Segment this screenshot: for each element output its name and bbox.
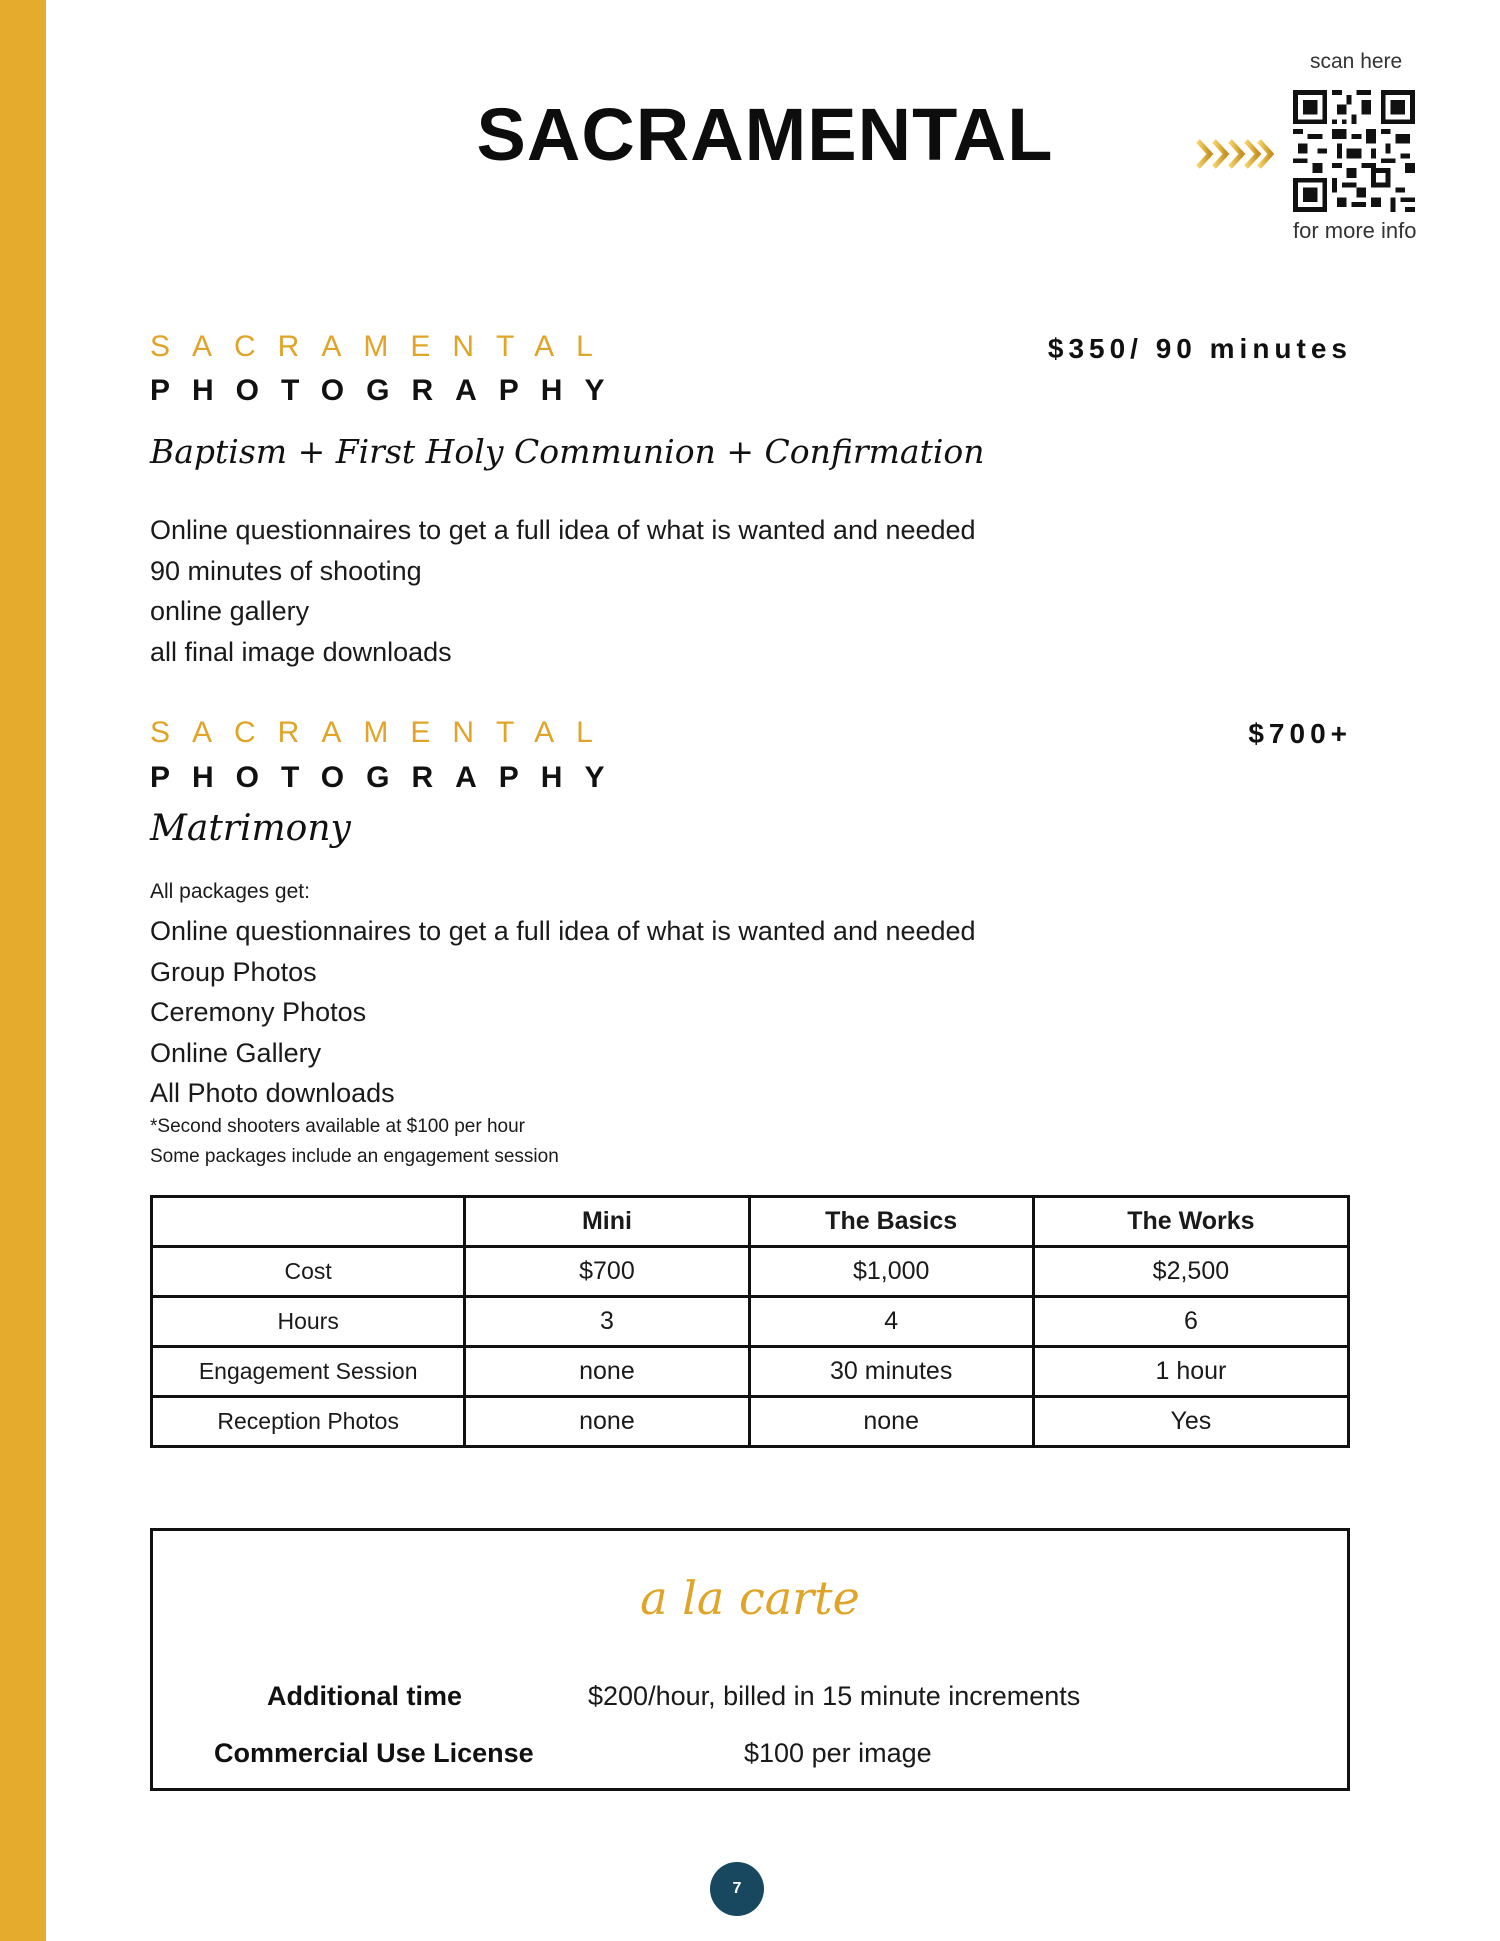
alacarte-title: a la carte <box>640 1571 860 1625</box>
row-label: Cost <box>152 1247 465 1297</box>
list-item: Ceremony Photos <box>150 997 367 1027</box>
alacarte-box <box>150 1528 1350 1791</box>
section1-script-subtitle: Baptism + First Holy Communion + Confirmation <box>150 432 985 471</box>
alacarte-label: Additional time <box>267 1681 462 1711</box>
row-label: Engagement Session <box>152 1347 465 1397</box>
gold-side-bar <box>0 0 46 1941</box>
section2-price: $700+ <box>1248 718 1352 749</box>
table-cell: Yes <box>1033 1397 1348 1447</box>
section2-eyebrow-gold: SACRAMENTAL <box>150 716 615 749</box>
table-cell: $2,500 <box>1033 1247 1348 1297</box>
row-label: Reception Photos <box>152 1397 465 1447</box>
alacarte-value: $100 per image <box>744 1738 932 1768</box>
table-row <box>152 1397 1349 1447</box>
table-cell: 6 <box>1033 1297 1348 1347</box>
section2-list <box>150 911 976 1114</box>
table-cell: none <box>465 1347 749 1397</box>
page-number: 7 <box>710 1862 764 1916</box>
qr-top-text: scan here <box>1310 50 1403 73</box>
list-item: Online questionnaires to get a full idea of what is wanted and needed <box>150 515 976 545</box>
table-row <box>152 1347 1349 1397</box>
list-item: Online Gallery <box>150 1037 322 1068</box>
table-cell: $1,000 <box>749 1247 1033 1297</box>
packages-table <box>150 1195 1350 1448</box>
list-item: 90 minutes of shooting <box>150 555 422 586</box>
table-cell: $700 <box>465 1247 749 1297</box>
table-header-row <box>152 1197 1349 1247</box>
table-cell: 3 <box>465 1297 749 1347</box>
header-cell <box>152 1197 465 1247</box>
page-title: SACRAMENTAL <box>476 93 1054 176</box>
section2-script-subtitle: Matrimony <box>150 808 351 849</box>
table-cell: 30 minutes <box>749 1347 1033 1397</box>
section1-eyebrow-dark: PHOTOGRAPHY <box>150 374 627 407</box>
table-cell: none <box>749 1397 1033 1447</box>
header-cell: Mini <box>465 1197 749 1247</box>
section2-intro: All packages get: <box>150 880 310 903</box>
section1-eyebrow-gold: SACRAMENTAL <box>150 330 615 363</box>
qr-code-icon[interactable] <box>1293 90 1415 212</box>
list-item: all final image downloads <box>150 636 452 667</box>
header-cell: The Basics <box>749 1197 1033 1247</box>
row-label: Hours <box>152 1297 465 1347</box>
table-row <box>152 1297 1349 1347</box>
section2-eyebrow-dark: PHOTOGRAPHY <box>150 761 627 794</box>
list-item: All Photo downloads <box>150 1078 395 1108</box>
table-cell: none <box>465 1397 749 1447</box>
note-line: Some packages include an engagement session <box>150 1146 559 1167</box>
chevron-arrows-icon <box>1196 138 1274 170</box>
header-cell: The Works <box>1033 1197 1348 1247</box>
alacarte-value: $200/hour, billed in 15 minute increments <box>588 1681 1081 1711</box>
section2-notes <box>150 1112 559 1172</box>
table-cell: 4 <box>749 1297 1033 1347</box>
list-item: online gallery <box>150 596 310 626</box>
alacarte-label: Commercial Use License <box>214 1738 534 1768</box>
section1-price: $350/ 90 minutes <box>1047 333 1352 364</box>
table-row <box>152 1247 1349 1297</box>
section1-list <box>150 510 976 672</box>
list-item: Online questionnaires to get a full idea of what is wanted and needed <box>150 916 976 946</box>
table-cell: 1 hour <box>1033 1347 1348 1397</box>
note-line: *Second shooters available at $100 per hour <box>150 1116 525 1137</box>
qr-bottom-text: for more info <box>1293 218 1417 243</box>
list-item: Group Photos <box>150 956 317 987</box>
